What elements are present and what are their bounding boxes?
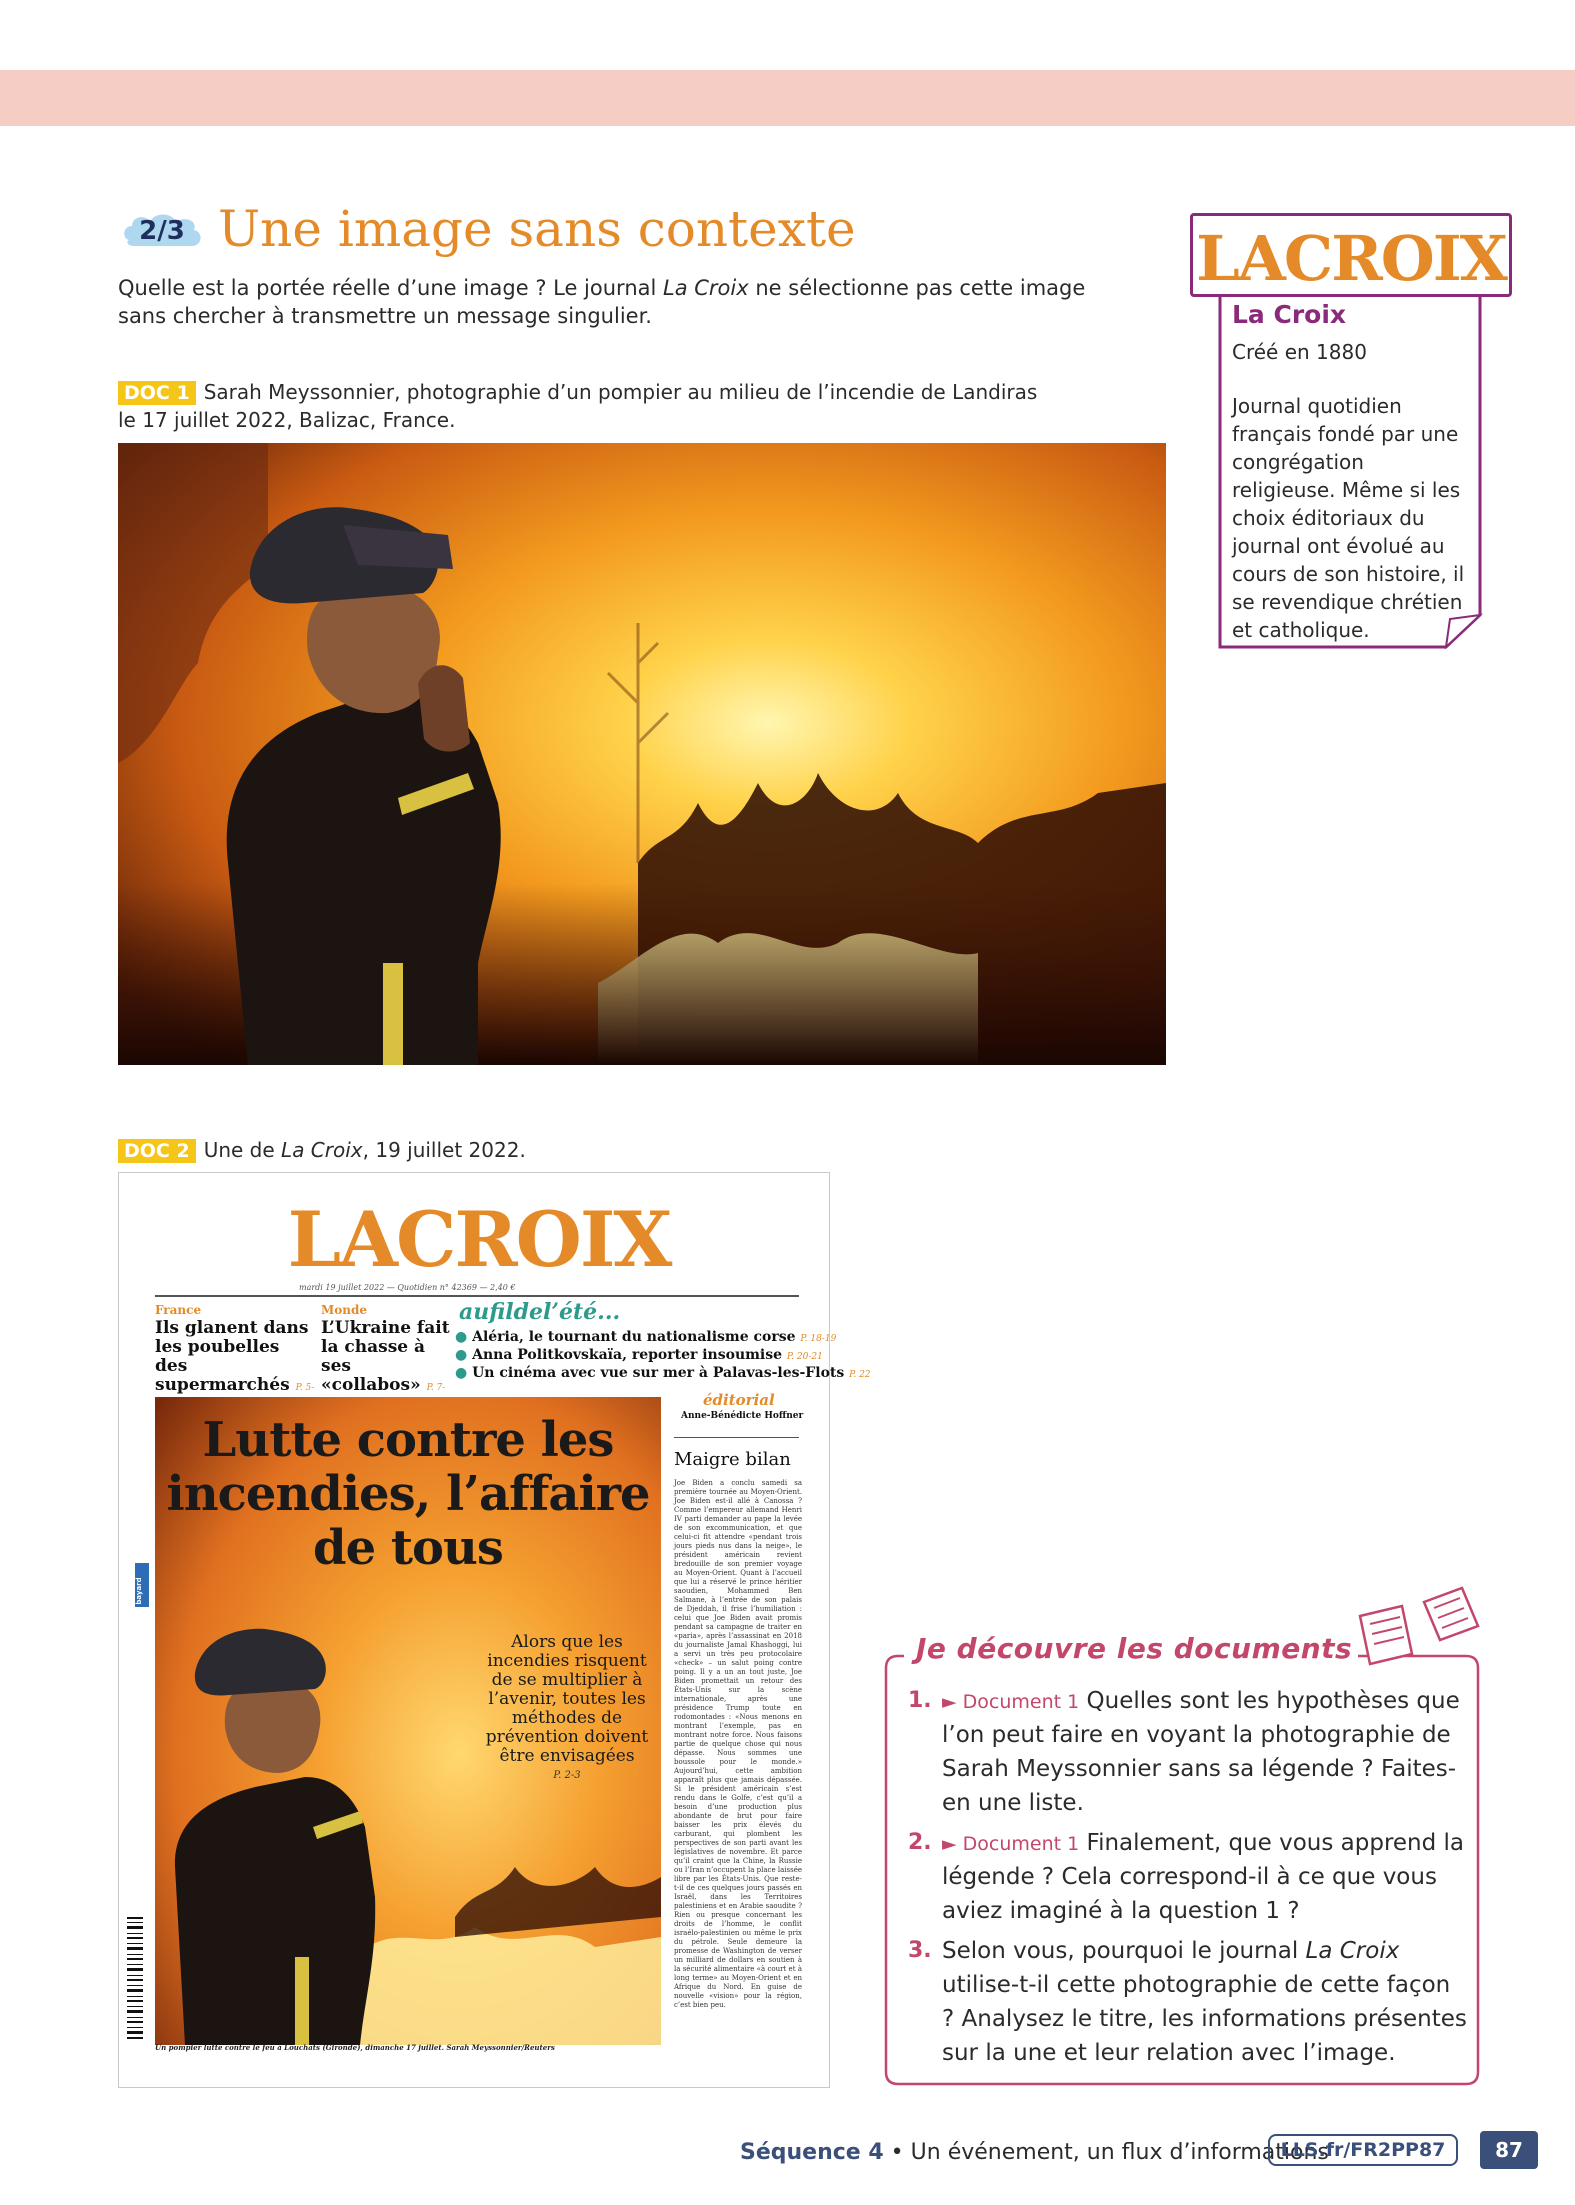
page-title: Une image sans contexte [218,200,856,258]
summer-item: ● Un cinéma avec vue sur mer à Palavas-les-Flots P. 22 [455,1365,871,1381]
newspaper-date: mardi 19 juillet 2022 — Quotidien n° 42369 — 2,40 € [299,1283,516,1292]
newspaper-front-page [118,1172,871,2088]
documents-icon [1352,1584,1482,1674]
summer-series-title: aufildel’été... [459,1299,621,1325]
bayard-logo: bayard [135,1563,149,1607]
cover-subhead: Alors que les incendies risquent de se multiplier à l’avenir, toutes les méthodes de prévention doivent être envisagées P. 2-3 [485,1632,649,1781]
cover-photo-caption: Un pompier lutte contre le feu à Louchats (Gironde), dimanche 17 juillet. Sarah Meyssonnier/Reuters [155,2043,555,2052]
col2-headline: L’Ukraine fait la chasse à ses «collabos» P. 7- [321,1318,450,1395]
section-badge [120,210,204,254]
barcode-icon [125,1913,145,2043]
doc1-caption: DOC 1 Sarah Meyssonnier, photographie d’un pompier au milieu de l’incendie de Landiras le 17 juillet 2022, Balizac, France. [118,380,1038,432]
questions-list [908,1684,1468,2076]
top-rule [155,1295,799,1297]
intro-text: Quelle est la portée réelle d’une image ? Le journal La Croix ne sélectionne pas cette image sans chercher à transmettre un message singulier. [118,276,1086,328]
editorial-rule [674,1437,799,1438]
sidebar-created: Créé en 1880 [1232,340,1367,364]
footer-link[interactable]: LLS.fr/FR2PP87 [1268,2134,1458,2166]
sidebar-title: La Croix [1232,300,1347,329]
col1-section: France [155,1303,202,1317]
question-item: 1. ► Document 1 Quelles sont les hypothèses que l’on peut faire en voyant la photographie de Sarah Meyssonnier sans sa légende ? Faites-en une liste. [908,1688,1460,1816]
page-number: 87 [1480,2131,1538,2169]
question-item: 3. Selon vous, pourquoi le journal La Croix utilise-t-il cette photographie de cette façon ? Analysez le titre, les informations présentes sur la une et leur relation avec l’image. [908,1938,1467,2066]
footer-sequence: Séquence 4 • Un événement, un flux d’informations [740,2140,1329,2165]
question-item: 2. ► Document 1 Finalement, que vous apprend la légende ? Cela correspond-il à ce que vous aviez imaginé à la question 1 ? [908,1830,1465,1924]
editorial-author: Anne-Bénédicte Hoffner [681,1411,804,1421]
editorial-body: Joe Biden a conclu samedi sa première tournée au Moyen-Orient. Joe Biden est-il allé à Canossa ? Comme l’empereur allemand Henri IV parti demander au pape la levée de son excommunication, et que celui-ci fit attendre «pendant trois jours pieds nus dans la neige», le président américain revient bredouille de son premier voyage au Moyen-Orient. Quant à l’accueil que lui a réservé le prince héritier saoudien, Mohammed Ben Salmane, à l’entrée de son palais de Djeddah, il frise l’humiliation : celui que Joe Biden avait promis pendant sa campagne de traiter en «paria», après l’assassinat en 2018 du journaliste Jamal Khashoggi, lui a servi un très peu protocolaire «check» – un salut poing contre poing. Il y a un an tout juste, Joe Biden promettait un retour des États-Unis sur la scène internationale, après une présidence Trump toute en rodomontades : «Nous menons en montrant l’exemple, pas en montrant notre force. Nous faisons partie de quelque chose qui nous dépasse. Nous sommes une boussole pour le monde.» Aujourd’hui, cette ambition apparaît plus que jamais dépassée. Si le président américain s’est rendu dans le Golfe, c’est qu’il a besoin d’une production plus abondante de brut pour faire baisser les prix élevés du carburant, qui plombent les perspectives de son parti avant les législatives de novembre. Et parce qu’il craint que la Chine, la Russie ou l’Iran n’occupent la place laissée libre par les États-Unis. Que reste-t-il de ces quelques jours passés en Israël, dans les Territoires palestiniens et en Arabie saoudite ? Rien ou presque concernant les droits de l’homme, le conflit israélo-palestinien ou même le prix du pétrole. Seule demeure la promesse de Washington de verser un milliard de dollars en soutien à la sécurité alimentaire «à court et à long terme» au Moyen-Orient et en Afrique du Nord. En guise de nouvelle «vision» pour la région, c’est bien peu. [674,1479,802,2009]
questions-title: Je découvre les documents [910,1632,1358,1665]
doc1-tag: DOC 1 [118,381,196,405]
la-croix-logo: LACROIX [1190,213,1512,297]
editorial-title: Maigre bilan [674,1449,791,1470]
top-color-band [0,70,1575,126]
section-number: 2/3 [139,216,185,246]
col1-headline: Ils glanent dans les poubelles des supermarchés P. 5- [155,1318,315,1395]
summer-item: ● Aléria, le tournant du nationalisme corse P. 18-19 [455,1329,837,1345]
firefighter-photo [118,443,1166,1065]
doc2-tag: DOC 2 [118,1139,196,1163]
sidebar-description: Journal quotidien français fondé par une congrégation religieuse. Même si les choix éditoriaux du journal ont évolué au cours de son histoire, il se revendique chrétien et catholique. [1232,394,1465,642]
cover-photo [155,1397,661,2045]
summer-item: ● Anna Politkovskaïa, reporter insoumise P. 20-21 [455,1347,823,1363]
col2-section: Monde [321,1303,368,1317]
doc2-caption: DOC 2 Une de La Croix, 19 juillet 2022. [118,1136,526,1164]
newspaper-logo: LACROIX [287,1195,671,1284]
editorial-label: éditorial [703,1391,775,1409]
cover-headline: Lutte contre les incendies, l’affaire de tous [166,1412,650,1576]
